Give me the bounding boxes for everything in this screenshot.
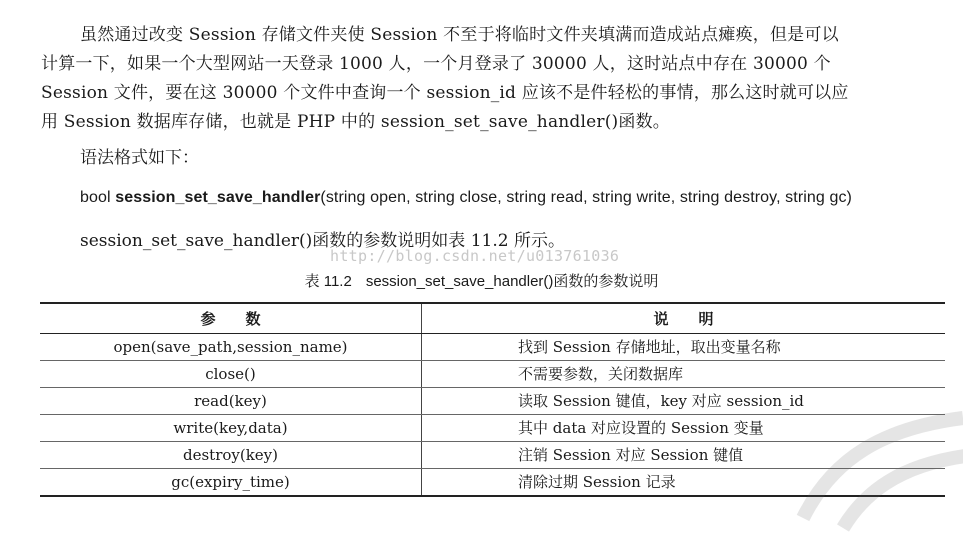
param-cell: open(save_path,session_name) (40, 334, 422, 361)
paragraph-line: Session 文件，要在这 30000 个文件中查询一个 session_id 应该不是件轻松的事情，那么这时就可以应 (41, 83, 849, 103)
description-cell: 读取 Session 键值，key 对应 session_id (422, 388, 946, 415)
watermark-url: http://blog.csdn.net/u013761036 (330, 247, 620, 265)
param-cell: read(key) (40, 388, 422, 415)
description-cell: 其中 data 对应设置的 Session 变量 (422, 415, 946, 442)
description-cell: 注销 Session 对应 Session 键值 (422, 442, 946, 469)
header-description: 说 明 (422, 303, 946, 334)
param-cell: write(key,data) (40, 415, 422, 442)
param-cell: destroy(key) (40, 442, 422, 469)
table-reference-line: session_set_save_handler()函数的参数说明如表 11.2 所示。 (80, 231, 565, 251)
syntax-signature (80, 184, 852, 212)
table-caption-number: 表 11.2 (304, 273, 352, 290)
header-params: 参 数 (40, 303, 422, 334)
paragraph-line: 计算一下，如果一个大型网站一天登录 1000 人，一个月登录了 30000 人，这时站点中存在 30000 个 (41, 54, 831, 74)
syntax-intro: 语法格式如下： (80, 148, 199, 168)
table-row (40, 334, 945, 361)
paragraph-line: 用 Session 数据库存储，也就是 PHP 中的 session_set_save_handler()函数。 (41, 112, 670, 132)
param-cell: gc(expiry_time) (40, 469, 422, 497)
paragraph-line: 虽然通过改变 Session 存储文件夹使 Session 不至于将临时文件夹填满而造成站点瘫痪，但是可以 (80, 25, 839, 45)
syntax-params: (string open, string close, string read, string write, string destroy, string gc) (320, 189, 852, 206)
intro-paragraph (41, 21, 953, 137)
description-cell: 找到 Session 存储地址，取出变量名称 (422, 334, 946, 361)
table-caption-title: session_set_save_handler()函数的参数说明 (365, 273, 659, 290)
table-caption (0, 270, 963, 294)
syntax-function-name: session_set_save_handler (115, 189, 321, 206)
table-header-row (40, 303, 945, 334)
syntax-return-type: bool (80, 189, 111, 206)
description-cell: 清除过期 Session 记录 (422, 469, 946, 497)
description-cell: 不需要参数，关闭数据库 (422, 361, 946, 388)
param-cell: close() (40, 361, 422, 388)
faint-stamp-watermark (763, 368, 963, 538)
